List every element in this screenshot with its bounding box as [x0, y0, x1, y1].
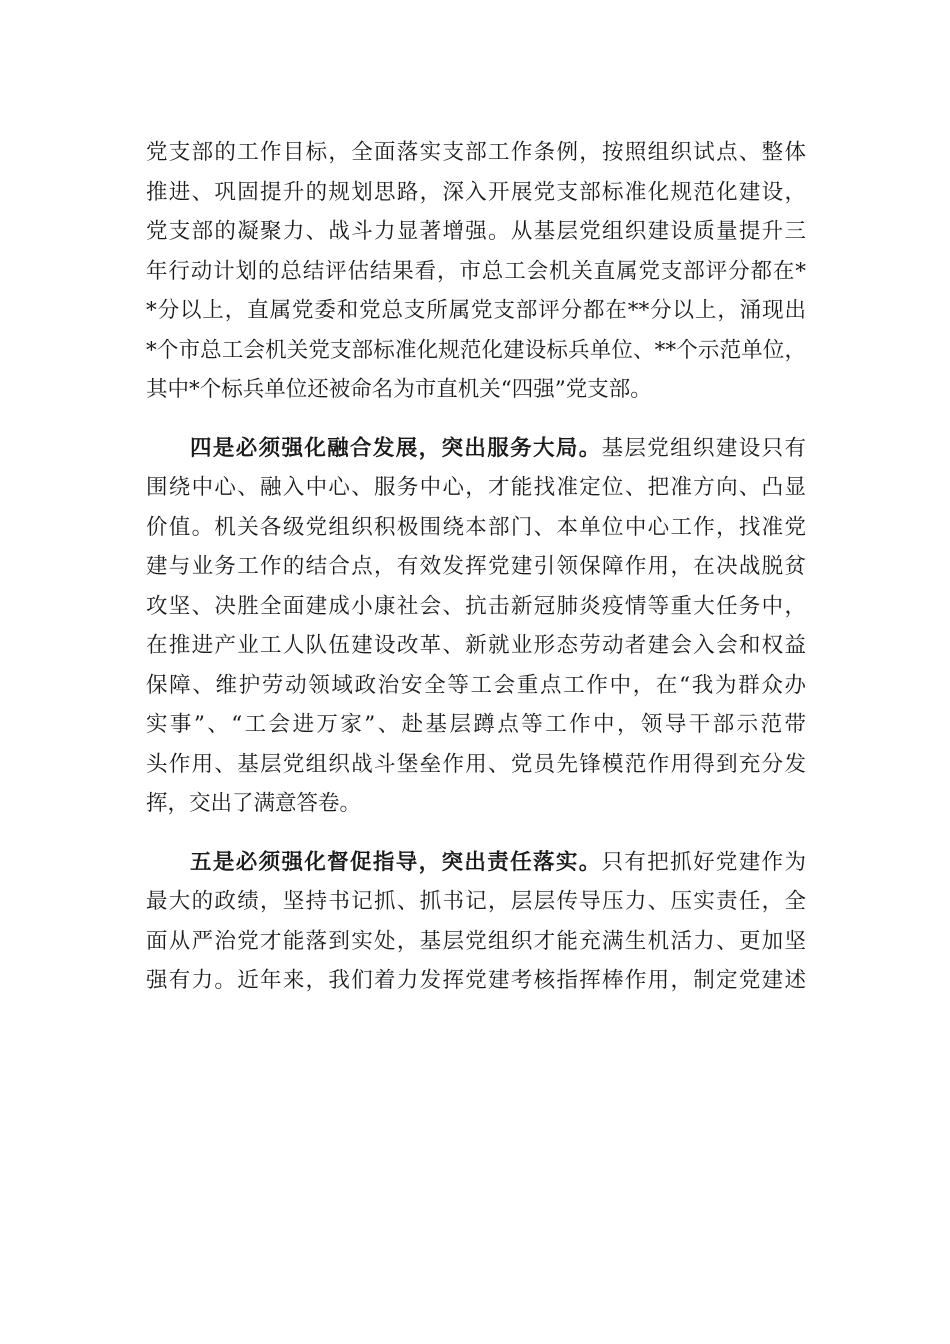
- paragraph-line: 面从严治党才能落到实处，基层党组织才能充满生机活力、更加坚: [146, 928, 806, 954]
- paragraph-text: 基层党组织建设只有: [601, 435, 806, 461]
- paragraph-first-line: [146, 843, 806, 883]
- paragraph-line: 头作用、基层党组织战斗堡垒作用、党员先锋模范作用得到充分发: [146, 751, 806, 777]
- paragraph-line: 最大的政绩，坚持书记抓、抓书记，层层传导压力、压实责任，全: [146, 889, 806, 914]
- paragraph-first-line: [146, 429, 806, 469]
- paragraph-heading: 四是必须强化融合发展，突出服务大局。: [190, 435, 602, 461]
- paragraph-line: 推进、巩固提升的规划思路，深入开展党支部标准化规范化建设，: [146, 179, 806, 205]
- paragraph-line: *个市总工会机关党支部标准化规范化建设标兵单位、**个示范单位，: [146, 337, 806, 363]
- paragraph-gap: [146, 410, 806, 429]
- paragraph-line: 在推进产业工人队伍建设改革、新就业形态劳动者建会入会和权益: [146, 633, 806, 658]
- paragraph-line: 建与业务工作的结合点，有效发挥党建引领保障作用，在决战脱贫: [146, 554, 806, 579]
- paragraph-text: 只有把抓好党建作为: [601, 849, 806, 875]
- paragraph-line: 价值。机关各级党组织积极围绕本部门、本单位中心工作，找准党: [146, 514, 806, 540]
- paragraph-line: 保障、维护劳动领域政治安全等工会重点工作中，在“我为群众办: [146, 672, 806, 698]
- document-body: [146, 133, 806, 1001]
- paragraph-line: 党支部的凝聚力、战斗力显著增强。从基层党组织建设质量提升三: [146, 219, 806, 244]
- paragraph-gap: [146, 824, 806, 843]
- paragraph-line: 围绕中心、融入中心、服务中心，才能找准定位、把准方向、凸显: [146, 475, 806, 500]
- paragraph-line: 党支部的工作目标，全面落实支部工作条例，按照组织试点、整体: [146, 140, 806, 165]
- paragraph-heading: 五是必须强化督促指导，突出责任落实。: [190, 849, 602, 875]
- paragraph-line: 年行动计划的总结评估结果看，市总工会机关直属党支部评分都在*: [146, 258, 806, 284]
- paragraph-line: 其中*个标兵单位还被命名为市直机关“四强”党支部。: [146, 377, 652, 402]
- paragraph-line: *分以上，直属党委和党总支所属党支部评分都在**分以上，涌现出: [146, 298, 806, 323]
- paragraph-line: 强有力。近年来，我们着力发挥党建考核指挥棒作用，制定党建述: [146, 968, 806, 993]
- paragraph-line: 攻坚、决胜全面建成小康社会、抗击新冠肺炎疫情等重大任务中，: [146, 593, 806, 619]
- paragraph-line: 挥，交出了满意答卷。: [146, 791, 362, 816]
- paragraph-line: 实事”、“工会进万家”、赴基层蹲点等工作中，领导干部示范带: [146, 712, 806, 737]
